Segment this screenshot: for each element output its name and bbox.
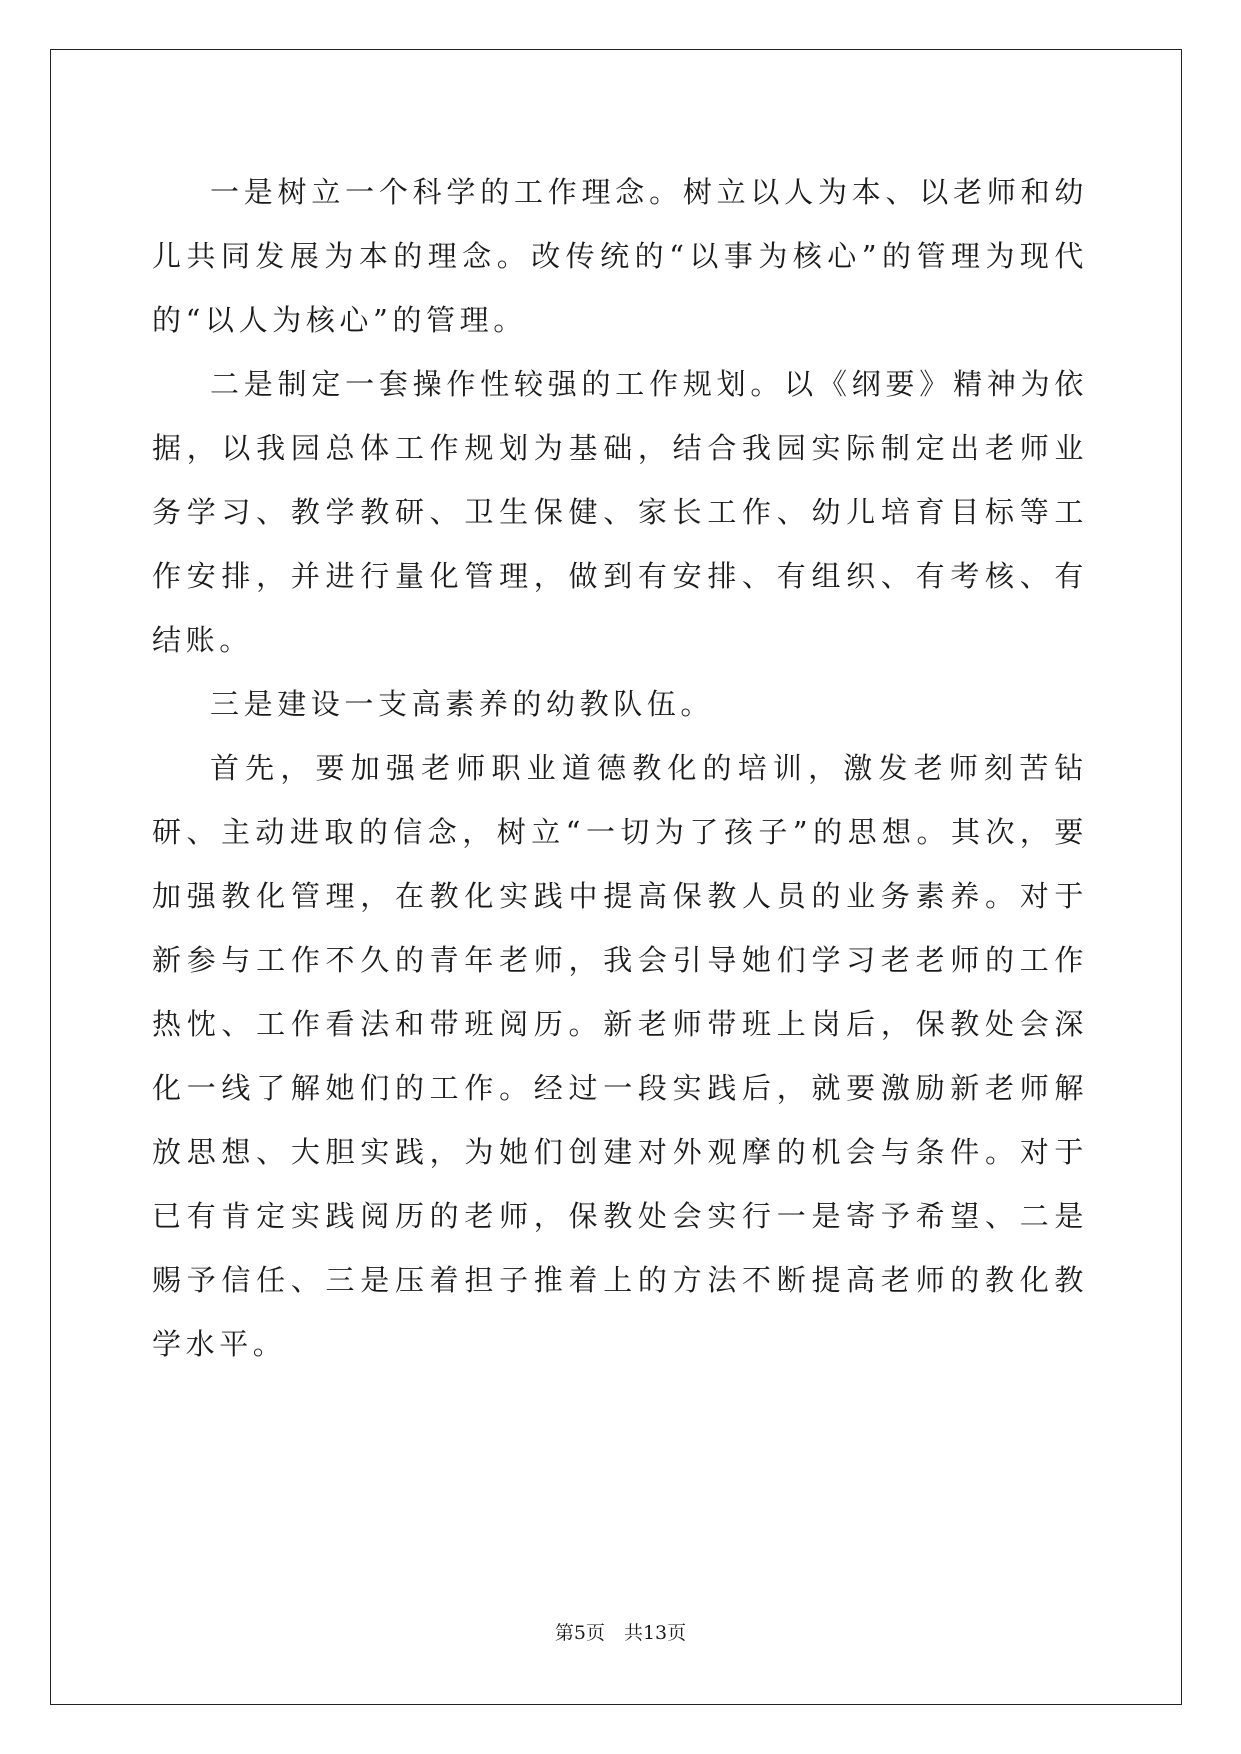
page-number-footer: 第5页 共13页 <box>554 1622 687 1644</box>
paragraph-3: 三是建设一支高素养的幼教队伍。 <box>210 687 715 721</box>
document-body <box>152 160 1088 1376</box>
paragraph-4: 首先，要加强老师职业道德教化的培训，激发老师刻苦钻研、主动进取的信念，树立“一切为了孩子”的思想。其次，要加强教化管理，在教化实践中提高保教人员的业务素养。对于新参与工作不久的青年老师，我会引导她们学习老老师的工作热忱、工作看法和带班阅历。新老师带班上岗后，保教处会深化一线了解她们的工作。经过一段实践后，就要激励新老师解放思想、大胆实践，为她们创建对外观摩的机会与条件。对于已有肯定实践阅历的老师，保教处会实行一是寄予希望、二是赐予信任、三是压着担子推着上的方法不断提高老师的教化教学水平。 <box>152 751 1088 1361</box>
paragraph-1: 一是树立一个科学的工作理念。树立以人为本、以老师和幼儿共同发展为本的理念。改传统的“以事为核心”的管理为现代的“以人为核心”的管理。 <box>152 175 1088 337</box>
paragraph-2: 二是制定一套操作性较强的工作规划。以《纲要》精神为依据，以我园总体工作规划为基础，结合我园实际制定出老师业务学习、教学教研、卫生保健、家长工作、幼儿培育目标等工作安排，并进行量化管理，做到有安排、有组织、有考核、有结账。 <box>152 367 1088 657</box>
